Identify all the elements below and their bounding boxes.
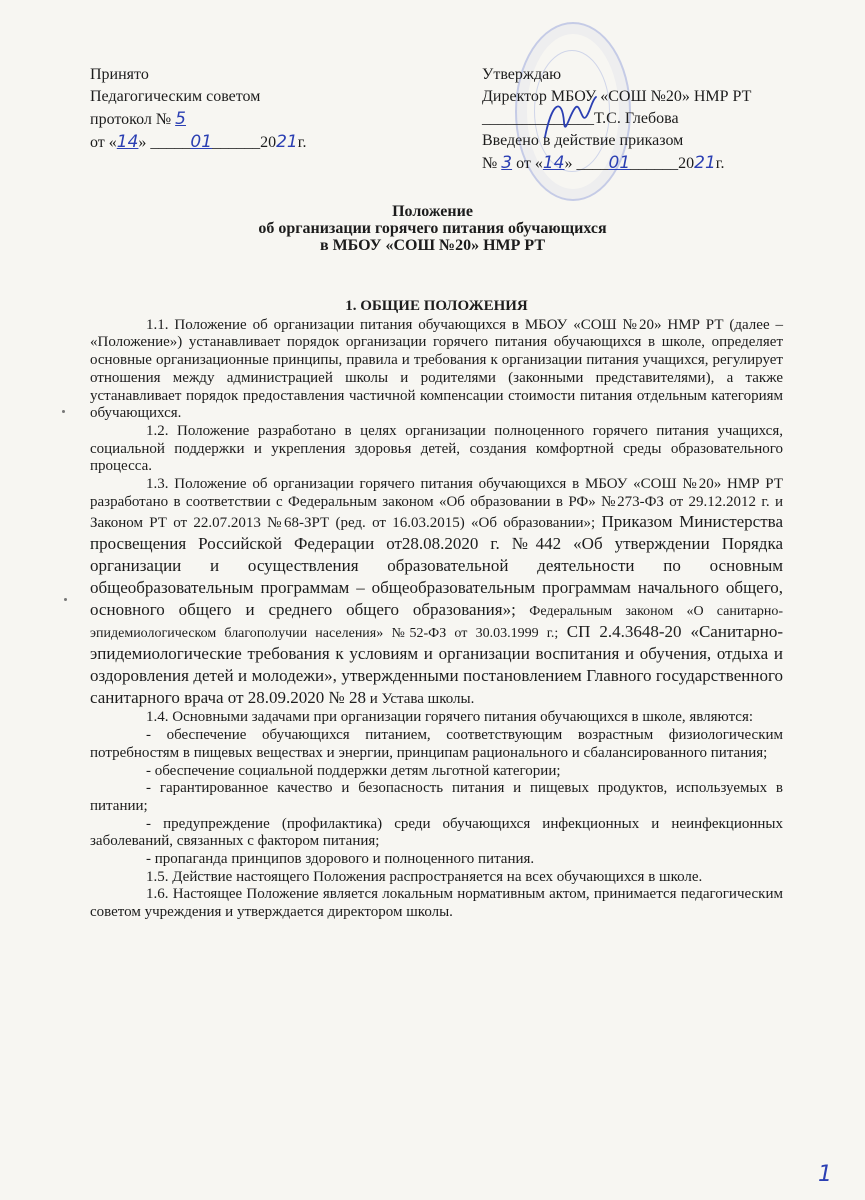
order-year: 21 (694, 153, 716, 173)
director-signature-line: ______________Т.С. Глебова (482, 110, 679, 127)
order-year-suffix: г. (715, 155, 725, 172)
paragraph-1-3-part-c: Федеральным законом «О санитарно-эпидемиологическом благополучии населения» №52-ФЗ от 30.03.1999 г.; (90, 604, 783, 642)
paragraph-1-1: 1.1. Положение об организации питания обучающихся в МБОУ «СОШ №20» НМР РТ (далее – «Положение») устанавливает порядок организации горячего питания обучающихся в школе, определяет основные организационные принципы, правила и требования к организации питания учащихся, регулирует отношения между администрацией школы и родителями (законными представителями), а также устанавливает порядок предоставления частичной компенсации стоимости питания отдельным категориям обучающихся. (90, 316, 783, 422)
protocol-number: 5 (175, 109, 186, 129)
paragraph-1-3-part-a: 1.3. Положение об организации горячего питания обучающихся в МБОУ «СОШ №20» НМР РТ разработано в соответствии с Федеральным законом «Об образовании в РФ» №273-ФЗ от 29.12.2012 г. и Законом РТ от 22.07.2013 №68-ЗРТ (ред. от 16.03.2015) «Об образовании»; (90, 476, 783, 532)
director-title: Директор МБОУ «СОШ №20» НМР РТ (482, 88, 752, 105)
paragraph-1-3-part-d: СП 2.4.3648-20 «Санитарно-эпидемиологические требования к условиям и организации воспитания и обучения, отдыха и оздоровления детей и молодежи», утвержденными постановлением Главного государственного санитарного врача от 28.09.2020 № 28 (90, 622, 783, 708)
title-line-1: Положение (392, 203, 473, 220)
order-prefix: № (482, 155, 498, 172)
paragraph-1-4: 1.4. Основными задачами при организации горячего питания обучающихся в школе, являются: (146, 709, 754, 726)
task-item: - обеспечение социальной поддержки детям льготной категории; (146, 762, 561, 779)
year-prefix: 20 (260, 134, 277, 151)
approval-block (482, 64, 751, 175)
page-number: 1 (818, 1162, 832, 1187)
protocol-date-month: 01 (190, 132, 213, 152)
paragraph-1-3-part-e: и Устава школы. (369, 691, 475, 708)
enacted-by-order: Введено в действие приказом (482, 132, 684, 149)
title-line-2: об организации горячего питания обучающихся (258, 220, 607, 237)
adoption-block (90, 64, 306, 154)
year-suffix: г. (297, 134, 307, 151)
title-line-3: в МБОУ «СОШ №20» НМР РТ (319, 237, 546, 254)
order-date-day: 14 (542, 153, 565, 173)
approve-label: Утверждаю (482, 66, 562, 83)
order-line (482, 152, 751, 175)
scan-speck (62, 410, 65, 413)
task-item: - предупреждение (профилактика) среди обучающихся инфекционных и неинфекционных заболеваний, связанных с фактором питания; (90, 815, 783, 850)
order-number: 3 (501, 153, 513, 173)
paragraph-1-6: 1.6. Настоящее Положение является локальным нормативным актом, принимается педагогическим советом учреждения и утверждается директором школы. (90, 886, 783, 921)
paragraph-1-3 (90, 476, 783, 709)
protocol-label: протокол № (90, 111, 172, 128)
director-signature (540, 92, 600, 147)
paragraph-1-5: 1.5. Действие настоящего Положения распространяется на всех обучающихся в школе. (146, 868, 703, 885)
adopted-by-council: Педагогическим советом (90, 88, 261, 105)
date-underline: ______ (212, 134, 261, 151)
order-date-separator: » ____ (564, 155, 609, 172)
scan-speck (64, 598, 67, 601)
protocol-date-line (90, 131, 306, 154)
document-body (90, 298, 783, 922)
task-item: - обеспечение обучающихся питанием, соответствующим возрастным физиологическим потребностям в пищевых веществах и энергии, принципам рационального и сбалансированного питания; (90, 727, 783, 761)
section-heading: 1. ОБЩИЕ ПОЛОЖЕНИЯ (345, 298, 528, 314)
order-date-prefix: от « (516, 155, 543, 172)
date-prefix: от « (90, 134, 117, 151)
date-separator: » _____ (138, 134, 191, 151)
document-title (0, 203, 865, 254)
paragraph-1-3-part-b: Приказом Министерства просвещения Российской Федерации от28.08.2020 г. №442 «Об утверждении Порядка организации и осуществления образовательной деятельности по основным общеобразовательным программам – общеобразовательным программам начального общего, основного общего и среднего общего образования»; (90, 512, 783, 620)
order-date-month: 01 (608, 153, 631, 173)
order-date-underline: ______ (630, 155, 679, 172)
protocol-line (90, 108, 306, 131)
protocol-date-day: 14 (116, 132, 139, 152)
protocol-year: 21 (276, 132, 298, 152)
adopted-label: Принято (90, 66, 149, 83)
paragraph-1-2: 1.2. Положение разработано в целях организации полноценного горячего питания учащихся, социальной поддержки и укрепления здоровья детей, создания комфортной среды образовательного процесса. (90, 422, 783, 475)
task-item: - гарантированное качество и безопасность питания и пищевых продуктов, используемых в питании; (90, 780, 783, 814)
order-year-prefix: 20 (678, 155, 695, 172)
task-item: - пропаганда принципов здорового и полноценного питания. (146, 851, 535, 868)
